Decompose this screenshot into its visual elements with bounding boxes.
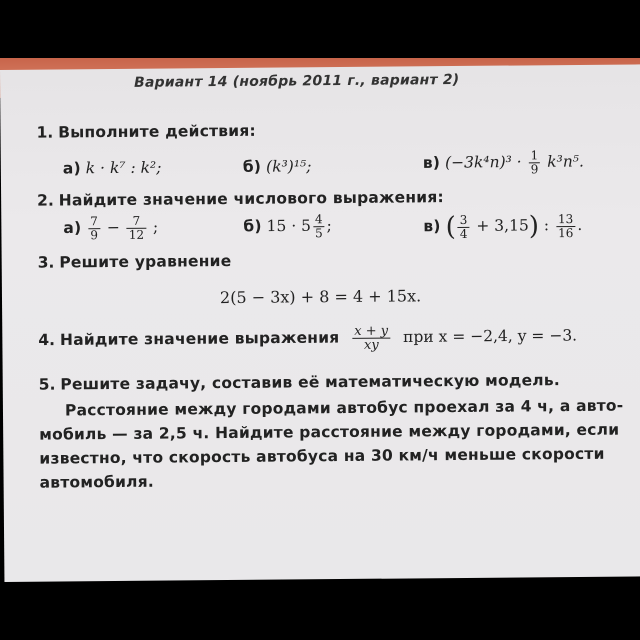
- task2-a-end: ;: [152, 218, 159, 237]
- task2-c-close-paren: ): [528, 211, 540, 242]
- task2-item-c: [423, 211, 582, 242]
- task2-c-label: в): [423, 217, 441, 236]
- task5-number: 5.: [38, 375, 56, 394]
- task4-condition: при x = −2,4, y = −3.: [403, 326, 578, 346]
- task2-heading: [37, 188, 444, 210]
- task1-b-expr: (k³)¹⁵;: [266, 157, 312, 176]
- task2-c-frac2: [556, 212, 576, 239]
- task2-b-expr: 15 · 5: [266, 216, 312, 236]
- task1-c-expr1: (−3k⁴n)³ ·: [444, 152, 522, 172]
- task5-text-line3: известно, что скорость автобуса на 30 км/ч меньше скорости: [39, 444, 605, 468]
- task1-c-frac-den: 9: [530, 162, 539, 177]
- task4-frac-den: xy: [363, 337, 379, 353]
- task2-a-frac1: [88, 215, 100, 242]
- task1-a-expr: k · k⁷ : k²;: [85, 158, 162, 178]
- task5-text-line4: автомобиля.: [39, 472, 154, 492]
- task1-number: 1.: [36, 123, 54, 142]
- task1-item-b: [243, 157, 312, 176]
- task5-heading: [39, 371, 560, 394]
- task2-a-label: а): [63, 218, 82, 237]
- task2-c-frac1: [458, 213, 470, 240]
- task2-c-colon: :: [543, 216, 550, 235]
- task1-item-a: [63, 159, 162, 178]
- task3-heading: [38, 252, 232, 272]
- task1-title: Выполните действия:: [58, 121, 256, 142]
- worksheet-page: [0, 64, 640, 582]
- task3-number: 3.: [37, 253, 55, 272]
- task2-b-frac-num: 4: [313, 213, 325, 227]
- task4-title: Найдите значение выражения: [59, 328, 340, 349]
- task4-heading: [38, 323, 577, 355]
- task1-c-frac-num: 1: [528, 149, 540, 163]
- task2-c-frac1-den: 4: [459, 226, 468, 241]
- task2-item-b: [243, 213, 332, 241]
- task2-item-a: [63, 215, 158, 243]
- task5-title: Решите задачу, составив её математическую модель.: [60, 371, 560, 394]
- task2-c-open-paren: (: [445, 212, 456, 243]
- task2-c-mid: + 3,15: [476, 216, 529, 235]
- task1-item-c: [423, 149, 584, 177]
- task3-equation: 2(5 − 3x) + 8 = 4 + 15x.: [219, 286, 422, 308]
- task2-title: Найдите значение числового выражения:: [58, 188, 444, 210]
- task2-b-end: ;: [326, 216, 332, 235]
- task1-b-label: б): [242, 157, 262, 176]
- task2-a-frac1-den: 9: [90, 228, 99, 243]
- task1-c-expr2: k³n⁵.: [547, 152, 584, 171]
- task2-c-frac1-num: 3: [458, 213, 470, 227]
- task2-a-frac2-num: 7: [127, 215, 146, 229]
- task2-b-label: б): [243, 217, 262, 236]
- task3-title: Решите уравнение: [59, 251, 232, 272]
- task1-c-fraction: [528, 149, 540, 176]
- task4-fraction: [352, 325, 390, 352]
- task4-frac-num: x + y: [354, 323, 389, 339]
- variant-header: Вариант 14 (ноябрь 2011 г., вариант 2): [134, 71, 460, 91]
- task2-c-frac2-den: 16: [558, 225, 574, 240]
- task1-heading: [36, 122, 255, 142]
- task1-c-label: в): [422, 153, 441, 172]
- task4-number: 4.: [38, 331, 56, 350]
- task1-a-label: а): [62, 159, 81, 178]
- task5-text-line1: Расстояние между городами автобус проехал за 4 ч, а авто-: [64, 396, 624, 420]
- task2-a-minus: −: [106, 218, 120, 237]
- task2-number: 2.: [37, 191, 54, 210]
- task2-a-frac2: [127, 215, 147, 242]
- task5-text-line2: мобиль — за 2,5 ч. Найдите расстояние между городами, если: [39, 420, 620, 444]
- task2-b-frac-den: 5: [315, 226, 323, 241]
- task2-c-frac2-num: 13: [556, 212, 575, 226]
- task2-a-frac1-num: 7: [88, 215, 100, 229]
- task2-b-fraction: [313, 213, 325, 240]
- task2-a-frac2-den: 12: [128, 227, 145, 242]
- task2-c-end: .: [577, 215, 583, 234]
